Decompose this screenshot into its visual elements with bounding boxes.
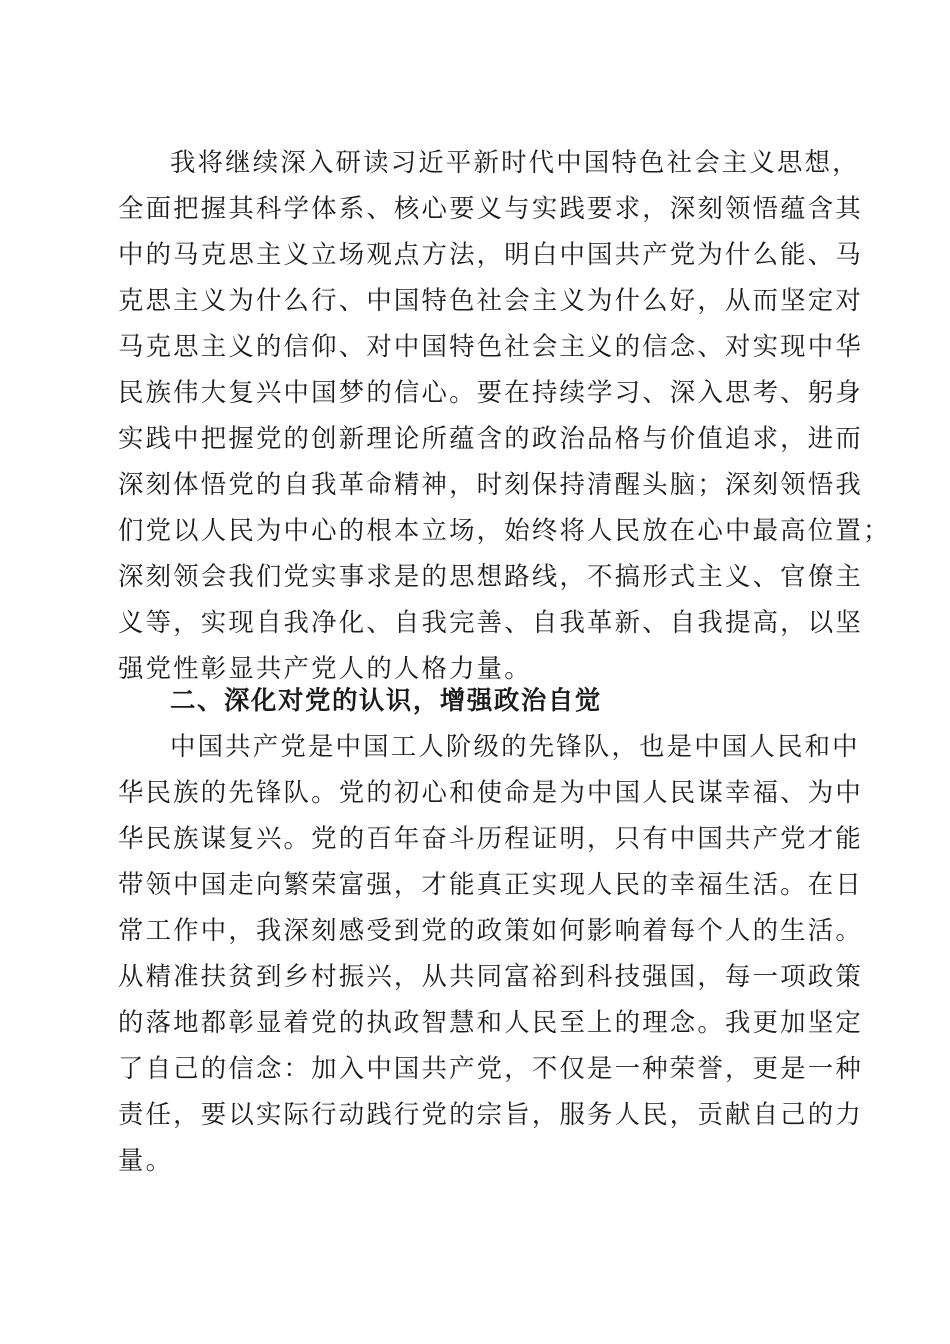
paragraph-2-line-7: 的落地都彰显着党的执政智慧和人民至上的理念。我更加坚定 — [118, 1007, 863, 1037]
paragraph-1-line-9: 们党以人民为中心的根本立场，始终将人民放在心中最高位置； — [118, 515, 891, 545]
paragraph-1-line-3: 中的马克思主义立场观点方法，明白中国共产党为什么能、马 — [118, 239, 863, 269]
paragraph-2-line-1: 中国共产党是中国工人阶级的先锋队，也是中国人民和中 — [170, 731, 860, 761]
paragraph-1-line-12: 强党性彰显共产党人的人格力量。 — [118, 653, 532, 683]
paragraph-1-line-4: 克思主义为什么行、中国特色社会主义为什么好，从而坚定对 — [118, 285, 863, 315]
paragraph-2-line-4: 带领中国走向繁荣富强，才能真正实现人民的幸福生活。在日 — [118, 869, 863, 899]
paragraph-2-line-3: 华民族谋复兴。党的百年奋斗历程证明，只有中国共产党才能 — [118, 823, 863, 853]
paragraph-1-line-7: 实践中把握党的创新理论所蕴含的政治品格与价值追求，进而 — [118, 423, 863, 453]
section-2-heading: 二、深化对党的认识，增强政治自觉 — [170, 685, 602, 715]
paragraph-2-line-6: 从精准扶贫到乡村振兴，从共同富裕到科技强国，每一项政策 — [118, 961, 863, 991]
paragraph-1-line-6: 民族伟大复兴中国梦的信心。要在持续学习、深入思考、躬身 — [118, 377, 863, 407]
paragraph-1-line-1: 我将继续深入研读习近平新时代中国特色社会主义思想， — [170, 147, 860, 177]
paragraph-1-line-10: 深刻领会我们党实事求是的思想路线，不搞形式主义、官僚主 — [118, 561, 863, 591]
paragraph-1-line-11: 义等，实现自我净化、自我完善、自我革新、自我提高，以坚 — [118, 607, 863, 637]
paragraph-2-line-5: 常工作中，我深刻感受到党的政策如何影响着每个人的生活。 — [118, 915, 863, 945]
paragraph-1-line-5: 马克思主义的信仰、对中国特色社会主义的信念、对实现中华 — [118, 331, 863, 361]
paragraph-2-line-8: 了自己的信念：加入中国共产党，不仅是一种荣誉，更是一种 — [118, 1053, 863, 1083]
paragraph-2-line-10: 量。 — [118, 1145, 174, 1175]
paragraph-2-line-9: 责任，要以实际行动践行党的宗旨，服务人民，贡献自己的力 — [118, 1099, 863, 1129]
paragraph-2-line-2: 华民族的先锋队。党的初心和使命是为中国人民谋幸福、为中 — [118, 777, 863, 807]
paragraph-1-line-2: 全面把握其科学体系、核心要义与实践要求，深刻领悟蕴含其 — [118, 193, 863, 223]
paragraph-1-line-8: 深刻体悟党的自我革命精神，时刻保持清醒头脑；深刻领悟我 — [118, 469, 863, 499]
